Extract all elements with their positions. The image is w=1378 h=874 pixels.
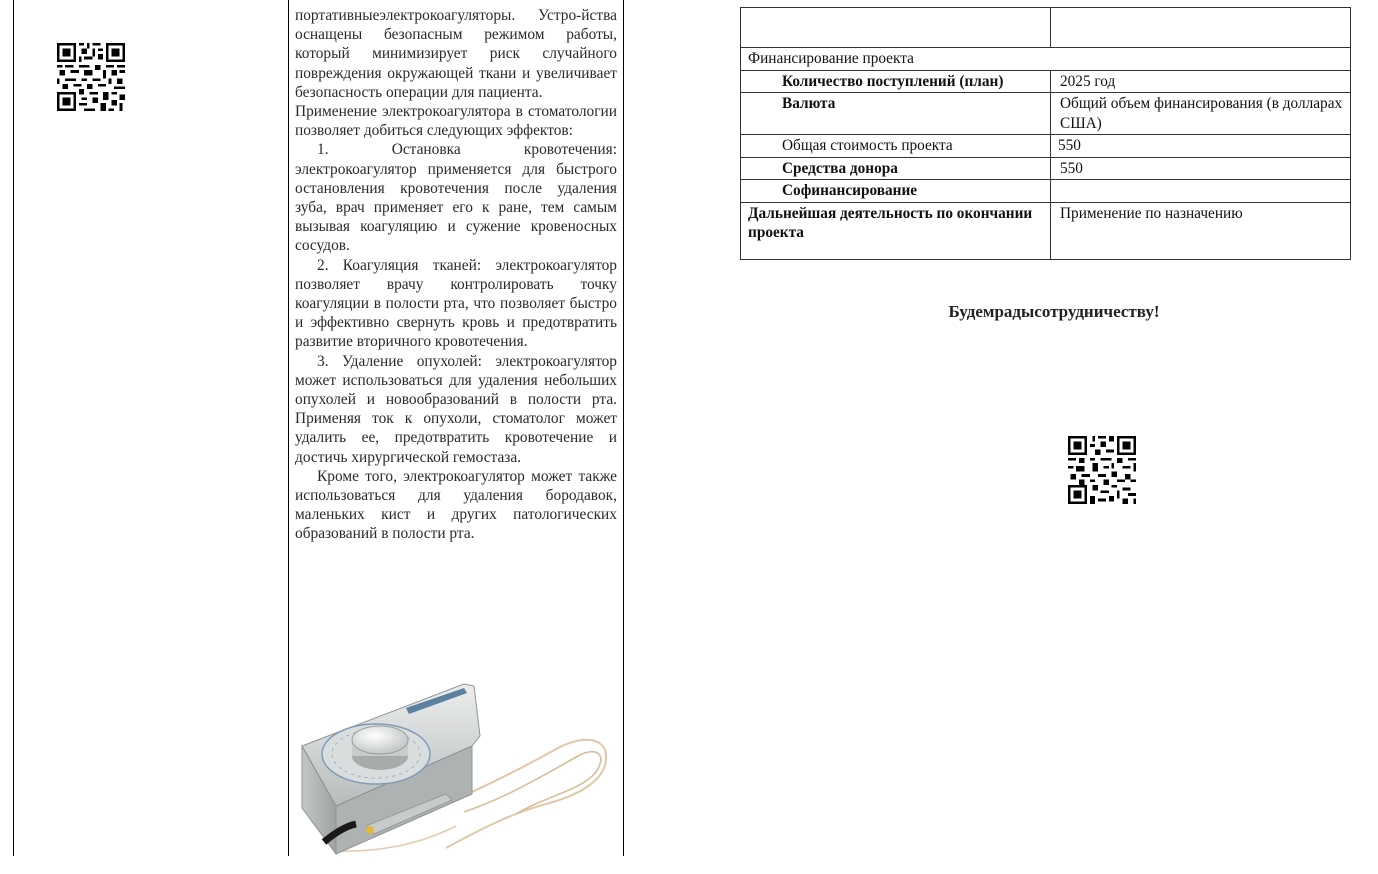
table-header: Финансирование проекта xyxy=(741,48,1351,71)
financing-table xyxy=(740,7,1351,260)
page-border-left xyxy=(13,0,14,856)
paragraph: 3. Удаление опухолей: электрокоагулятор может использоваться для удаления небольших опухолей и новообразований в полости рта. Применяя ток к опухоли, стоматолог может удалить ее, предотвратить кровотечение и достичь хирургической гемостаза. xyxy=(295,352,617,466)
qr-code-icon xyxy=(1068,436,1136,504)
paragraph: 1. Остановка кровотечения: электрокоагулятор применяется для быстрого остановления кровотечения после удаления зуба, врач применяет его к ране, тем самым вызывая коагуляцию и сужение кровеносных сосудов. xyxy=(295,141,617,255)
paragraph: Применение электрокоагулятора в стоматологии позволяет добиться следующих эффектов: xyxy=(295,103,617,140)
row-label: Софинансирование xyxy=(741,180,1051,203)
paragraph: Кроме того, электрокоагулятор может также использоваться для удаления бородавок, маленьких кист и других патологических образований в полости рта. xyxy=(295,467,617,543)
table-row xyxy=(741,135,1351,158)
row-value: Применение по назначению xyxy=(1051,202,1351,259)
row-value xyxy=(1051,180,1351,203)
table-row xyxy=(741,157,1351,180)
table-row xyxy=(741,202,1351,259)
closing-motto: Будемрадысотрудничеству! xyxy=(948,302,1160,321)
electrocoagulator-device-image xyxy=(296,676,614,856)
row-value: Общий объем финансирования (в долларах США) xyxy=(1051,93,1351,135)
row-label: Средства донора xyxy=(741,157,1051,180)
table-row xyxy=(741,180,1351,203)
row-value: 2025 год xyxy=(1051,70,1351,93)
row-label: Общая стоимость проекта xyxy=(741,135,1051,158)
table-row xyxy=(741,93,1351,135)
row-label: Валюта xyxy=(741,93,1051,135)
qr-code-icon xyxy=(57,43,125,111)
paragraph: портативныеэлектрокоагуляторы. Устро-йства оснащены безопасным режимом работы, который минимизирует риск случайного повреждения окружающей ткани и увеличивает безопасность операции для пациента. xyxy=(295,7,617,101)
table-header-row xyxy=(741,48,1351,71)
table-row xyxy=(741,70,1351,93)
row-label: Количество поступлений (план) xyxy=(741,70,1051,93)
paragraph: 2. Коагуляция тканей: электрокоагулятор позволяет врачу контролировать точку коагуляции в полости рта, что позволяет быстро и эффективно свернуть кровь и предотвратить развитие вторичного кровотечения. xyxy=(295,256,617,351)
row-value: 550 xyxy=(1051,157,1351,180)
column-divider-2 xyxy=(623,0,624,856)
row-label: Дальнейшая деятельность по окончании проекта xyxy=(741,202,1051,259)
row-value: 550 xyxy=(1051,135,1351,158)
article-text xyxy=(295,6,617,544)
table-row xyxy=(741,8,1351,48)
column-divider-1 xyxy=(288,0,289,856)
